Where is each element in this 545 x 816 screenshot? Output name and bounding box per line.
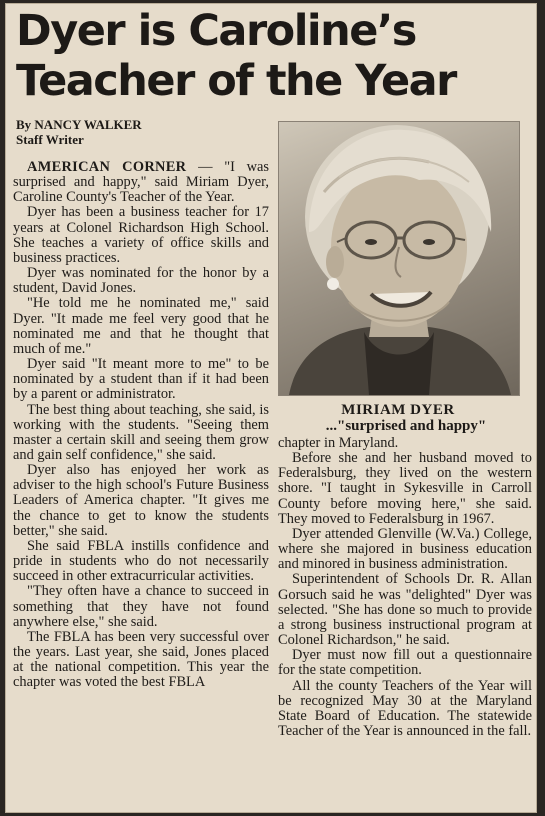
paragraph: All the county Teachers of the Year will be recognized May 30 at the Maryland State Board of Education. The statewide Teacher of the Year is announced in the fall. [278,677,532,739]
paragraph: Dyer said "It meant more to me" to be nominated by a student than if it had been by a parent or administrator. [13,356,269,403]
newspaper-clipping [6,4,536,812]
headline-line-2: Teacher of the Year [16,56,456,106]
portrait-image [279,122,519,395]
headline [16,6,531,106]
paragraph: She said FBLA instills confidence and pride in students who do not necessarily succeed in other extracurricular activities. [13,537,269,585]
paragraph: Dyer also has enjoyed her work as adviser to the high school's Future Business Leaders of America chapter. "It gives me the chance to get to know the students better," she said. [13,462,269,539]
photo-caption-name: MIRIAM DYER [341,402,455,418]
article-column-2 [278,436,532,739]
paragraph: Dyer attended Glenville (W.Va.) College, where she majored in business education and minored in business administration. [278,525,532,573]
headline-line-1: Dyer is Caroline’s [16,6,416,56]
paragraph: chapter in Maryland. [278,435,399,451]
paragraph: Dyer was nominated for the honor by a student, David Jones. [13,265,269,297]
paragraph: Superintendent of Schools Dr. R. Allan Gorsuch said he was "delighted" Dyer was selected. "She has done so much to provide a strong business instructional program at Colonel Richardson," he said. [278,571,532,649]
dateline: AMERICAN CORNER [27,159,187,175]
paragraph: "They often have a chance to succeed in something that they have not found anywhere else," she said. [13,583,269,630]
photo-caption-quote: ..."surprised and happy" [325,418,487,434]
paragraph: Dyer must now fill out a questionnaire for the state competition. [278,647,532,679]
paragraph: Before she and her husband moved to Federalsburg, they lived on the western shore. "I taught in Sykesville in Carroll County before moving here," she said. They moved to Federalsburg in 1967. [278,450,532,527]
paragraph: The FBLA has been very successful over the years. Last year, she said, Jones placed at the national competition. This year the chapter was voted the best FBLA [13,628,269,691]
byline [16,117,142,147]
paragraph: Dyer has been a business teacher for 17 years at Colonel Richardson High School. She teaches a variety of office skills and business practices. [13,204,269,266]
article-column-1 [13,160,269,690]
portrait-photo [278,121,520,396]
byline-author: By NANCY WALKER [16,117,142,132]
paragraph: The best thing about teaching, she said, is working with the students. "Seeing them master a certain skill and seeing them grow and gain self confidence," she said. [13,401,269,463]
byline-role: Staff Writer [16,132,84,147]
paragraph: "He told me he nominated me," said Dyer. "It made me feel very good that he nominated me and that he thought that much of me." [13,295,269,357]
paragraph: AMERICAN CORNER — "I was surprised and happy," said Miriam Dyer, Caroline County's Teacher of the Year. [13,159,269,206]
